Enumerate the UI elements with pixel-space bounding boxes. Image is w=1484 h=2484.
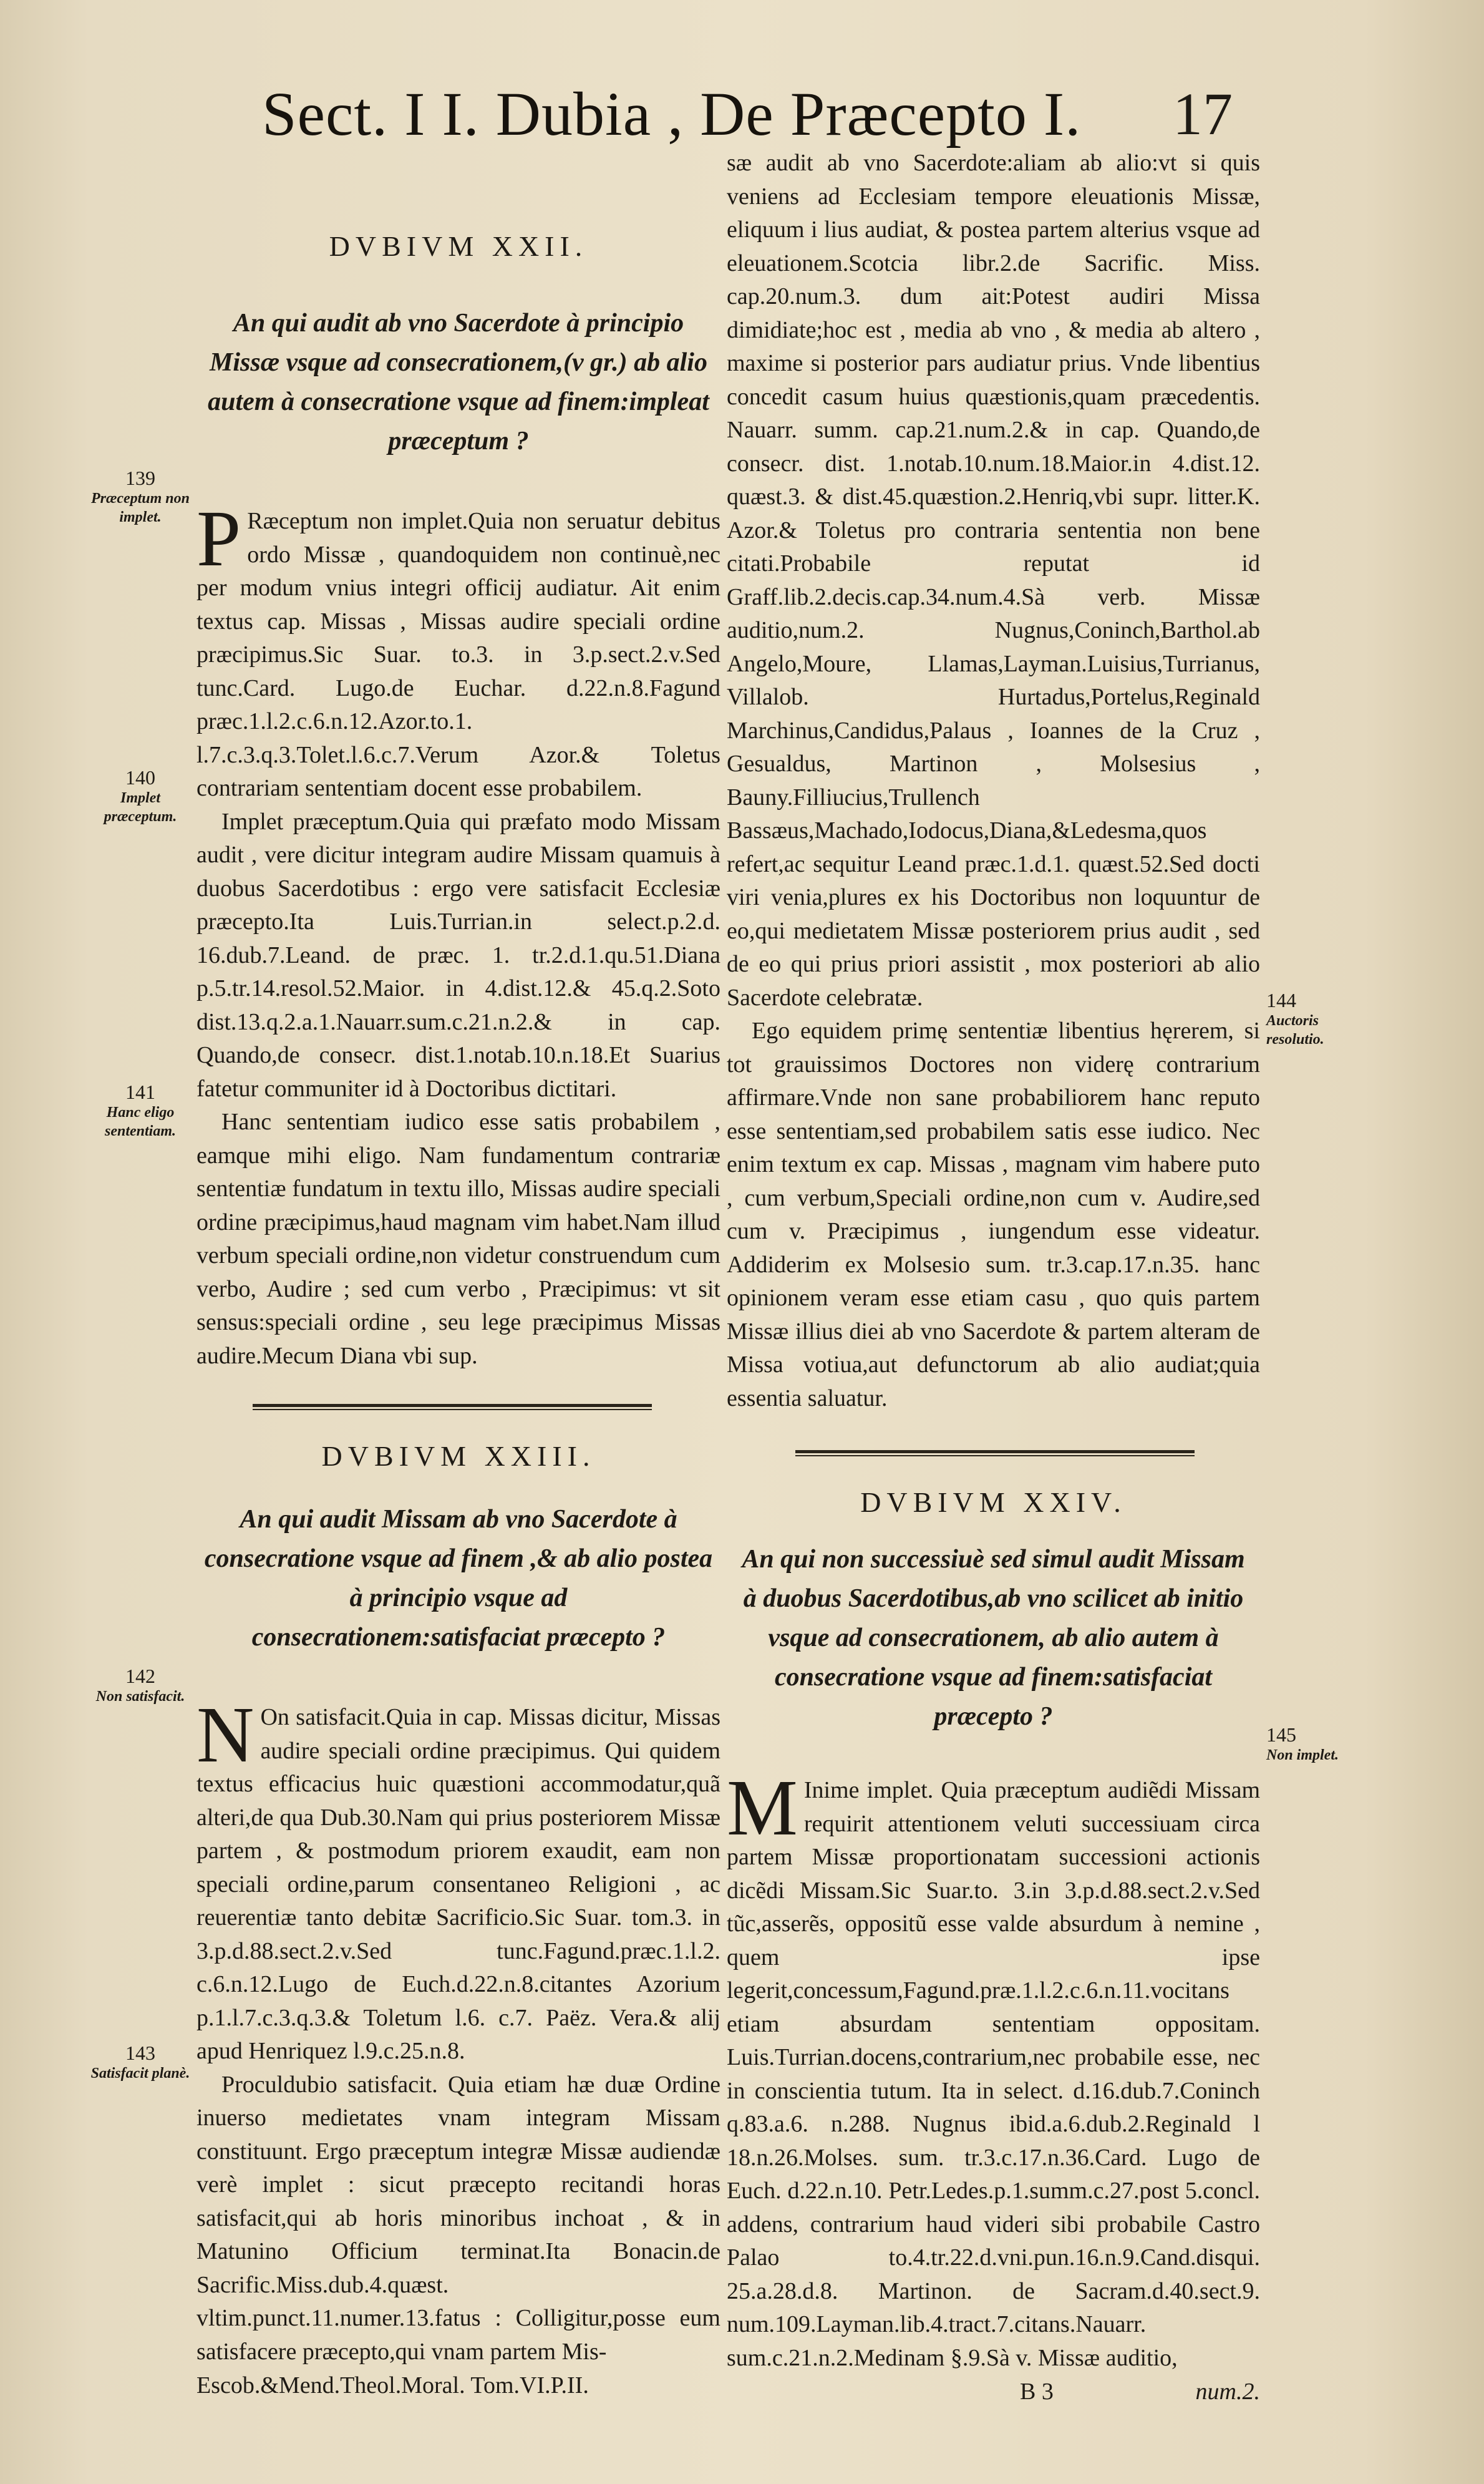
continued-paragraph: sæ audit ab vno Sacerdote:aliam ab alio:vt si quis veniens ad Ecclesiam tempore eleuationis Missæ, eliquum i lius audiat, & postea partem alterius vsque ad eleuationem.Scotcia libr.2.de Sacrific. Miss. cap.20.num.3. dum ait:Potest audiri Missa dimidiate;hoc est , media ab vno , & media ab altero , maxime si posterior pars audiatur prius. Vnde libentius concedit casum huius quæstionis,quam præcedentis. Nauarr. summ. cap.21.num.2.& in cap. Quando,de consecr. dist. 1.notab.10.num.18.Maior.in 4.dist.12. quæst.3. & dist.45.quæstion.2.Henriq,vbi supr. litter.K. Azor.& Toletus pro contraria sententia non bene citati.Probabile reputat id Graff.lib.2.decis.cap.34.num.4.Sà verb. Missæ auditio,num.2. Nugnus,Coninch,Barthol.ab Angelo,Moure, Llamas,Layman.Luisius,Turrianus, Villalob. Hurtadus,Portelus,Reginald Marchinus,Candidus,Palaus , Ioannes de la Cruz , Gesualdus, Martinon , Molsesius , Bauny.Filliucius,Trullench Bassæus,Machado,Iodocus,Diana,&Ledesma,quos refert,ac sequitur Leand præc.1.d.1. quæst.52.Sed docti viri venia,plures ex his Doctoribus non loquuntur de eo,qui medietatem Missæ posteriorem prius audit , sed de eo qui prius priori assistit , mox posteriori ab alio Sacerdote celebratæ. [727, 150, 1260, 1011]
margin-note-text: Non satisfacit. [95, 1688, 185, 1705]
right-column [727, 147, 1260, 2409]
margin-note-140 [87, 766, 193, 826]
margin-note-number: 144 [1266, 989, 1296, 1011]
running-title: Sect. I I. Dubia , De Præcepto I. [262, 79, 1082, 149]
dubium-22-paragraph-2: Implet præceptum.Quia qui præfato modo Missam audit , vere dicitur integram audire Missam quamuis à duobus Sacerdotibus : ergo vere satisfacit Ecclesiæ præcepto.Ita Luis.Turrian.in select.p.2.d. 16.dub.7.Leand. de præc. 1. tr.2.d.1.qu.51.Diana p.5.tr.14.resol.52.Maior. in 4.dist.12.& 45.q.2.Soto dist.13.q.2.a.1.Nauarr.sum.c.21.n.2.& in cap. Quando,de consecr. dist.1.notab.10.n.18.Et Suarius fatetur communiter id à Doctoribus dictitari. [196, 808, 720, 1102]
dubium-23-paragraph-2: Proculdubio satisfacit. Quia etiam hæ duæ Ordine inuerso medietates vnam integram Missam constituunt. Ergo præceptum integræ Missæ audiendæ verè implet : sicut præcepto recitandi horas satisfacit,qui ab horis minoribus inchoat , & in Matunino Officium terminat.Ita Bonacin.de Sacrific.Miss.dub.4.quæst. vltim.punct.11.numer.13.fatus : Colligitur,posse eum satisfacere præcepto,qui vnam partem Mis- [196, 2071, 720, 2365]
dubium-24-paragraph-1-text: Inime implet. Quia præceptum audiẽdi Missam requirit attentionem veluti successiuam circa partem Missæ proportionatam successioni actionis dicẽdi Missam.Sic Suar.to. 3.in 3.p.d.88.sect.2.v.Sed tũc,asserẽs, oppositũ esse valde absurdum à nemine , quem ipse legerit,concessum,Fagund.præ.1.l.2.c.6.n.11.vocitans etiam absurdam sententiam oppositam. Luis.Turrian.docens,contrarium,nec probabile esse, nec in conscientia tutum. Ita in select. d.16.dub.7.Coninch q.83.a.6. n.288. Nugnus ibid.a.6.dub.2.Reginald l 18.n.26.Molses. sum. tr.3.c.17.n.36.Card. Lugo de Euch. d.22.n.10. Petr.Ledes.p.1.summ.c.27.post 5.concl. addens, contrarium haud videri sibi probabile Castro Palao to.4.tr.22.d.vni.pun.16.n.9.Cand.disqui. 25.a.28.d.8. Martinon. de Sacram.d.40.sect.9. num.109.Layman.lib.4.tract.7.citans.Nauarr. sum.c.21.n.2.Medinam §.9.Sà v. Missæ auditio, [727, 1777, 1260, 2371]
margin-note-number: 139 [125, 467, 155, 489]
dubium-23-question: An qui audit Missam ab vno Sacerdote à consecratione vsque ad finem ,& ab alio postea à principio vsque ad consecrationem:satisfaciat præcepto ? [204, 1505, 713, 1652]
page-footer-left [196, 2369, 720, 2402]
signature-mark: B 3 [1020, 2379, 1054, 2405]
margin-note-text: Implet præceptum. [104, 790, 177, 825]
page-number: 17 [1173, 80, 1233, 147]
dubium-22-paragraph-3: Hanc sententiam iudico esse satis probabilem , eamque mihi eligo. Nam fundamentum contrariæ sententiæ fundatum in textu illo, Missas audire speciali ordine præcipimus,haud magnam vim habet.Nam illud verbum speciali ordine,non videtur construendum cum verbo, Audire ; sed cum verbo , Præcipimus: vt sit sensus:speciali ordine , seu lege præcipimus Missas audire.Mecum Diana vbi sup. [196, 1109, 720, 1369]
margin-note-text: Auctoris resolutio. [1266, 1013, 1324, 1048]
margin-note-139 [87, 467, 193, 527]
page-footer-right [727, 2375, 1260, 2409]
margin-note-number: 142 [125, 1665, 155, 1687]
footer-book-title: Escob.&Mend.Theol.Moral. Tom.VI.P.II. [196, 2372, 589, 2399]
section-rule [795, 1450, 1195, 1456]
dubium-24-question: An qui non successiuè sed simul audit Missam à duobus Sacerdotibus,ab vno scilicet ab initio vsque ad consecrationem, ab alio autem à consecratione vsque ad finem:satisfaciat præcepto ? [742, 1545, 1245, 1731]
dubium-22-title: DVBIVM XXII. [329, 230, 588, 262]
dubium-24-paragraph-1 [727, 1763, 1260, 2375]
left-column [196, 159, 720, 2402]
dubium-22-paragraph-1 [196, 494, 720, 806]
running-header [262, 74, 1235, 155]
margin-note-text: Satisfacit planè. [90, 2065, 190, 2082]
margin-note-text: Hanc eligo sententiam. [104, 1104, 176, 1139]
section-rule [253, 1404, 652, 1410]
margin-note-number: 145 [1266, 1723, 1296, 1746]
dropcap-n: N [196, 1690, 255, 1779]
catchword: num.2. [1195, 2379, 1260, 2405]
dubium-24-title: DVBIVM XXIV. [860, 1486, 1127, 1518]
margin-note-145 [1266, 1723, 1372, 1765]
margin-note-text: Non implet. [1266, 1747, 1339, 1763]
dubium-22-paragraph-1-text: Ræceptum non implet.Quia non seruatur debitus ordo Missæ , quandoquidem non continuè,nec per modum vnius integri officij audiatur. Ait enim textus cap. Missas , Missas audire speciali ordine præcipimus.Sic Suar. to.3. in 3.p.sect.2.v.Sed tunc.Card. Lugo.de Euchar. d.22.n.8.Fagund præc.1.l.2.c.6.n.12.Azor.to.1. l.7.c.3.q.3.Tolet.l.6.c.7.Verum Azor.& Toletus contrariam sententiam docent esse probabilem. [196, 508, 720, 801]
margin-note-number: 140 [125, 766, 155, 789]
margin-note-141 [87, 1081, 193, 1141]
dubium-23-title: DVBIVM XXIII. [321, 1440, 596, 1472]
margin-note-143 [87, 2042, 193, 2083]
margin-note-number: 143 [125, 2042, 155, 2064]
dubium-22-question: An qui audit ab vno Sacerdote à principio Missæ vsque ad consecrationem,(v gr.) ab alio autem à consecratione vsque ad finem:impleat præceptum ? [208, 309, 709, 455]
margin-note-number: 141 [125, 1081, 155, 1103]
dubium-23-paragraph-1 [196, 1690, 720, 2068]
author-resolution-paragraph: Ego equidem primę sententiæ libentius hęrerem, si tot grauissimos Doctores non viderę contrarium affirmare.Vnde non sane probabiliorem hanc reputo esse sententiam,sed probabilem satis esse iudico. Nec enim textum ex cap. Missas , magnam vim habere puto , cum verbum,Speciali ordine,non cum v. Audire,sed cum v. Præcipimus , iungendum esse videatur. Addiderim ex Molsesio sum. tr.3.cap.17.n.35. hanc opinionem veram esse etiam casu , quo quis partem Missæ illius diei ab vno Sacerdote & partem alteram de Missa votiua,aut defunctorum ab alio audiat;quia essentia saluatur. [727, 1018, 1260, 1411]
dropcap-m: M [727, 1763, 798, 1852]
dubium-23-paragraph-1-text: On satisfacit.Quia in cap. Missas dicitur, Missas audire speciali ordine præcipimus. Qui quidem textus efficacius huic quæstioni accommodatur,quã alteri,de qua Dub.30.Nam qui prius posteriorem Missæ partem , & postmodum priorem exaudit, eam non speciali ordine,parum consentaneo Religioni , ac reuerentiæ tanto debitæ Sacrificio.Sic Suar. tom.3. in 3.p.d.88.sect.2.v.Sed tunc.Fagund.præc.1.l.2. c.6.n.12.Lugo de Euch.d.22.n.8.citantes Azorium p.1.l.7.c.3.q.3.& Toletum l.6. c.7. Paëz. Vera.& alij apud Henriquez l.9.c.25.n.8. [196, 1704, 720, 2064]
margin-note-text: Præceptum non implet. [90, 490, 190, 525]
dropcap-p: P [196, 494, 241, 583]
margin-note-142 [87, 1665, 193, 1706]
margin-note-144 [1266, 989, 1372, 1049]
